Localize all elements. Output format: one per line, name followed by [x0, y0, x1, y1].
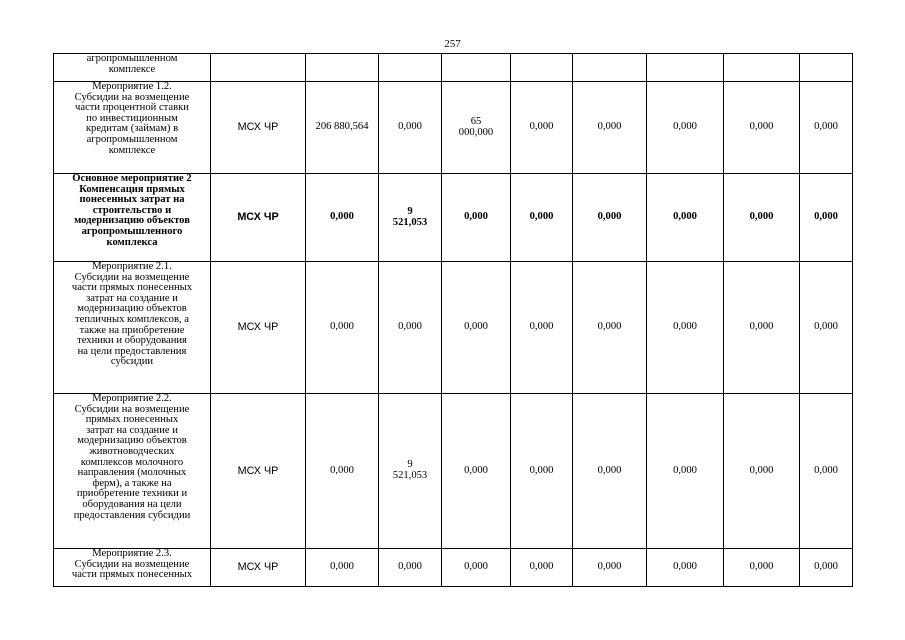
- amount-value: 0,000: [330, 321, 354, 333]
- amount-cell: [647, 82, 724, 174]
- amount-cell: [647, 549, 724, 587]
- activity-name-line: кредитам (займам) в: [85, 123, 179, 135]
- activity-name-line: Субсидии на возмещение: [74, 91, 190, 103]
- amount-cell: [724, 394, 800, 549]
- amount-cell: [379, 394, 442, 549]
- table-row: [54, 54, 853, 82]
- activity-name-line: модернизацию объектов: [74, 215, 190, 227]
- amount-value: 9: [407, 205, 413, 217]
- table-row: [54, 174, 853, 262]
- amount-value: 9: [407, 459, 413, 471]
- amount-value: 0,000: [597, 211, 622, 223]
- activity-name-line: комплексе: [108, 144, 156, 156]
- amount-cell: [379, 54, 442, 82]
- amount-value: 0,000: [330, 211, 354, 223]
- amount-cell: [647, 174, 724, 262]
- activity-name-line: агропромышленном: [86, 133, 178, 145]
- amount-value: 521,053: [392, 216, 428, 228]
- amount-value: 0,000: [673, 321, 697, 333]
- amount-value: 0,000: [749, 464, 774, 476]
- amount-cell: [511, 54, 573, 82]
- amount-value: 0,000: [749, 121, 774, 133]
- amount-cell: [724, 549, 800, 587]
- activity-name-line: Мероприятие 2.3.: [92, 548, 172, 559]
- amount-value: 0,000: [673, 561, 697, 573]
- activity-name-line: строительство и: [92, 204, 172, 216]
- amount-value: 0,000: [529, 121, 554, 133]
- amount-cell: [647, 394, 724, 549]
- activity-name-cell: [54, 262, 211, 394]
- amount-cell: [306, 394, 379, 549]
- table-row: [54, 82, 853, 174]
- activity-name-line: Мероприятие 2.2.: [92, 393, 172, 404]
- amount-cell: [573, 394, 647, 549]
- activity-name-line: Субсидии на возмещение: [74, 403, 190, 415]
- activity-name-cell: [54, 549, 211, 587]
- activity-name-line: части процентной ставки: [75, 102, 189, 114]
- activity-name-line: прямых понесенных: [85, 414, 179, 426]
- amount-value: 0,000: [749, 211, 774, 223]
- amount-cell: [573, 174, 647, 262]
- amount-value: 0,000: [597, 121, 622, 133]
- amount-cell: [306, 54, 379, 82]
- activity-name-line: комплекса: [106, 236, 158, 248]
- activity-name-line: ферм), а также на: [92, 477, 172, 489]
- activity-name-line: Субсидии на возмещение: [74, 558, 190, 570]
- activity-name-line: по инвестиционным: [86, 112, 178, 124]
- amount-value: 0,000: [529, 464, 554, 476]
- activity-name-line: комплексе: [108, 63, 156, 75]
- table-row: [54, 549, 853, 587]
- amount-cell: [800, 549, 853, 587]
- amount-cell: [511, 174, 573, 262]
- activity-name-line: Компенсация прямых: [79, 183, 185, 195]
- amount-cell: [724, 262, 800, 394]
- amount-cell: [442, 54, 511, 82]
- amount-cell: [511, 262, 573, 394]
- activity-name-line: понесенных затрат на: [79, 194, 185, 206]
- activity-name-line: Мероприятие 1.2.: [92, 81, 172, 92]
- amount-cell: [800, 174, 853, 262]
- amount-value: 0,000: [529, 321, 554, 333]
- executor-cell: МСХ ЧР: [211, 174, 306, 262]
- executor-cell: МСХ ЧР: [211, 82, 306, 174]
- amount-cell: [442, 394, 511, 549]
- amount-value: 0,000: [464, 211, 488, 223]
- activity-name-line: части прямых понесенных: [71, 569, 193, 581]
- amount-value: 000,000: [458, 126, 494, 138]
- amount-cell: [573, 549, 647, 587]
- table-row: [54, 394, 853, 549]
- amount-value: 0,000: [398, 121, 422, 133]
- activity-name-line: модернизацию объектов: [77, 435, 187, 447]
- amount-value: 0,000: [398, 561, 422, 573]
- activity-name-line: на цели предоставления: [77, 345, 187, 357]
- amount-cell: [800, 394, 853, 549]
- amount-cell: [379, 549, 442, 587]
- executor-cell: МСХ ЧР: [211, 262, 306, 394]
- executor-cell: МСХ ЧР: [211, 549, 306, 587]
- amount-value: 0,000: [330, 561, 354, 573]
- activity-name-line: Субсидии на возмещение: [74, 271, 190, 283]
- amount-value: 0,000: [464, 561, 488, 573]
- amount-cell: [647, 54, 724, 82]
- table-row: [54, 262, 853, 394]
- activity-name-cell: [54, 54, 211, 82]
- amount-cell: [511, 549, 573, 587]
- activity-name-line: затрат на создание и: [86, 292, 178, 304]
- budget-table: [53, 53, 853, 587]
- amount-value: 521,053: [392, 470, 428, 481]
- amount-value: 0,000: [749, 561, 774, 573]
- activity-name-line: Мероприятие 2.1.: [92, 261, 172, 272]
- amount-cell: [511, 394, 573, 549]
- amount-value: 0,000: [814, 211, 838, 223]
- activity-name-line: агропромышленном: [86, 53, 178, 64]
- executor-cell: МСХ ЧР: [211, 394, 306, 549]
- amount-cell: [573, 262, 647, 394]
- amount-value: 0,000: [464, 321, 488, 333]
- amount-cell: [573, 54, 647, 82]
- amount-cell: [306, 82, 379, 174]
- activity-name-line: агропромышленного: [81, 225, 183, 237]
- activity-name-line: модернизацию объектов: [77, 303, 187, 315]
- amount-value: 0,000: [597, 321, 622, 333]
- amount-cell: [800, 82, 853, 174]
- amount-value: 0,000: [464, 464, 488, 476]
- amount-value: 0,000: [814, 561, 838, 573]
- amount-cell: [442, 549, 511, 587]
- amount-cell: [306, 549, 379, 587]
- amount-cell: [379, 82, 442, 174]
- amount-value: 0,000: [673, 211, 697, 223]
- activity-name-line: комплексов молочного: [80, 456, 184, 468]
- amount-cell: [306, 174, 379, 262]
- amount-cell: [724, 82, 800, 174]
- amount-cell: [724, 174, 800, 262]
- amount-value: 0,000: [814, 464, 838, 476]
- amount-value: 0,000: [673, 121, 697, 133]
- amount-value: 65: [470, 115, 482, 127]
- amount-value: 0,000: [749, 321, 774, 333]
- activity-name-line: тепличных комплексов, а: [75, 313, 189, 325]
- amount-value: 0,000: [597, 561, 622, 573]
- activity-name-line: Основное мероприятие 2: [72, 173, 192, 184]
- activity-name-line: приобретение техники и: [76, 488, 188, 500]
- activity-name-line: техники и оборудования: [77, 335, 187, 347]
- activity-name-line: предоставления субсидии: [73, 509, 191, 521]
- amount-cell: [379, 262, 442, 394]
- activity-name-line: части прямых понесенных: [71, 282, 193, 294]
- amount-value: 0,000: [398, 321, 422, 333]
- executor-cell: [211, 54, 306, 82]
- amount-cell: [379, 174, 442, 262]
- amount-value: 0,000: [814, 121, 838, 133]
- activity-name-line: субсидии: [110, 356, 154, 368]
- amount-value: 206 880,564: [315, 121, 369, 133]
- activity-name-line: животноводческих: [89, 445, 175, 457]
- activity-name-cell: [54, 82, 211, 174]
- amount-value: 0,000: [673, 464, 697, 476]
- amount-value: 0,000: [330, 464, 354, 476]
- amount-cell: [573, 82, 647, 174]
- activity-name-line: затрат на создание и: [86, 424, 178, 436]
- amount-value: 0,000: [529, 561, 554, 573]
- activity-name-line: направления (молочных: [77, 467, 187, 479]
- amount-cell: [306, 262, 379, 394]
- amount-cell: [724, 54, 800, 82]
- activity-name-cell: [54, 174, 211, 262]
- page-number: 257: [444, 38, 461, 50]
- amount-cell: [647, 262, 724, 394]
- amount-cell: [442, 174, 511, 262]
- activity-name-cell: [54, 394, 211, 549]
- amount-value: 0,000: [529, 211, 554, 223]
- amount-value: 0,000: [597, 464, 622, 476]
- amount-cell: [800, 262, 853, 394]
- amount-cell: [511, 82, 573, 174]
- amount-cell: [442, 82, 511, 174]
- amount-cell: [800, 54, 853, 82]
- activity-name-line: оборудования на цели: [82, 498, 182, 510]
- amount-cell: [442, 262, 511, 394]
- amount-value: 0,000: [814, 321, 838, 333]
- activity-name-line: также на приобретение: [79, 324, 185, 336]
